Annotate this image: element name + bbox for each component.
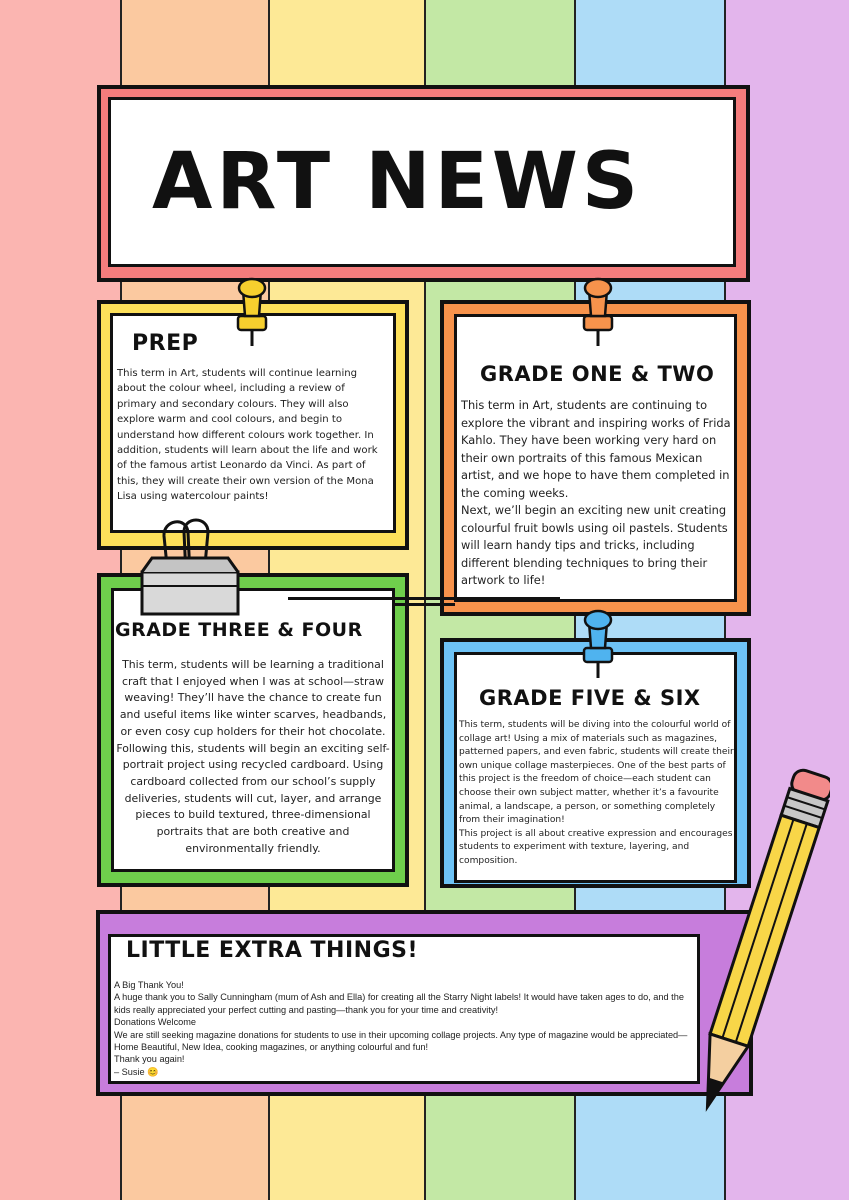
grade12-paragraph-1: This term in Art, students are continuing to explore the vibrant and inspiring works of Frida Kahlo. They have been working very hard on their own portraits of this famous Mexican artist, and we hope to have them completed in the coming weeks. bbox=[461, 398, 731, 500]
pushpin-orange-icon bbox=[574, 276, 622, 348]
extras-text bbox=[114, 979, 696, 1078]
pushpin-yellow-icon bbox=[228, 276, 276, 348]
extras-line: – Susie 😊 bbox=[114, 1066, 159, 1077]
extras-heading: LITTLE EXTRA THINGS! bbox=[126, 938, 419, 963]
grade12-text bbox=[461, 397, 733, 590]
extras-line: Thank you again! bbox=[114, 1054, 185, 1065]
connector-line bbox=[288, 597, 560, 600]
pencil-icon bbox=[690, 760, 830, 1130]
extras-line: We are still seeking magazine donations for students to use in their upcoming collage projects. Any type of magazine would be appreciated—Home Beautiful, New Idea, cooking magazines, or anything colourful and fun! bbox=[114, 1029, 688, 1053]
extras-line: Donations Welcome bbox=[114, 1017, 197, 1028]
grade56-heading: GRADE FIVE & SIX bbox=[479, 686, 701, 710]
extras-line: A Big Thank You! bbox=[114, 980, 184, 990]
grade34-heading: GRADE THREE & FOUR bbox=[115, 619, 363, 641]
pushpin-blue-icon bbox=[574, 608, 622, 680]
grade34-text: This term, students will be learning a traditional craft that I enjoyed when I was at school—straw weaving! They’ll have the chance to create fun and useful items like winter scarves, headbands, or even cosy cup holders for their hot chocolate. Following this, students will begin an exciting self-portrait project using recycled cardboard. Using cardboard collected from our school’s supply deliveries, students will cut, layer, and arrange pieces to build textured, three-dimensional portraits that are both creative and environmentally friendly. bbox=[116, 658, 390, 855]
grade12-paragraph-2: Next, we’ll begin an exciting new unit creating colourful fruit bowls using oil pastels. Students will learn handy tips and tricks, including different blending techniques to bring their artwork to life! bbox=[461, 503, 728, 587]
binder-clip-icon bbox=[138, 514, 242, 620]
grade56-paragraph-2: This project is all about creative expression and encourages students to experiment with texture, layering, and composition. bbox=[459, 828, 733, 866]
prep-text: This term in Art, students will continue learning about the colour wheel, including a review of primary and secondary colours. They will also explore warm and cool colours, and begin to understand how different colours work together. In addition, students will learn about the life and work of the famous artist Leonardo da Vinci. As part of this, they will create their own version of the Mona Lisa using watercolour paints! bbox=[117, 368, 378, 503]
page-title: ART NEWS bbox=[152, 137, 643, 227]
grade56-paragraph-1: This term, students will be diving into the colourful world of collage art! Using a mix of materials such as magazines, patterned papers, and even fabric, students will create their own unique collage masterpieces. One of the best parts of this project is the freedom of choice—each student can choose their own subject matter, whether it’s a favourite animal, a landscape, a person, or something completely from their imagination! bbox=[459, 720, 734, 826]
prep-heading: PREP bbox=[132, 331, 199, 356]
extras-line: A huge thank you to Sally Cunningham (mum of Ash and Ella) for creating all the Starry Night labels! It would have taken ages to do, and the kids really appreciated your perfect cutting and pasting—thank you for your time and creativity! bbox=[114, 992, 684, 1015]
grade12-heading: GRADE ONE & TWO bbox=[480, 362, 715, 386]
connector-line-short bbox=[395, 603, 455, 606]
